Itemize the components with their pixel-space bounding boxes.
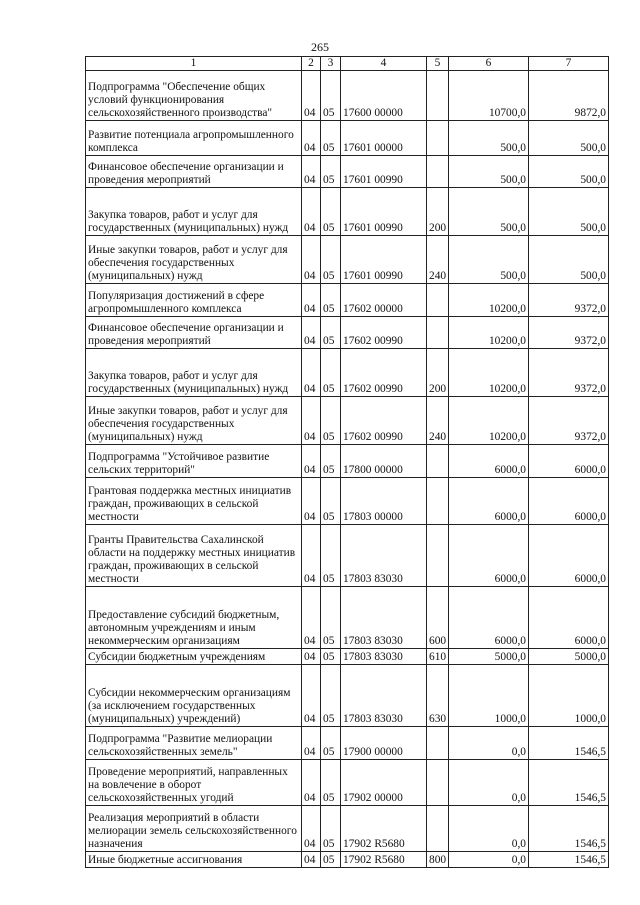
amount-col7-cell: 500,0 [529,236,609,284]
table-header-row [86,57,609,71]
amount-col7-cell: 6000,0 [529,445,609,478]
subsection-code-cell: 05 [321,478,341,525]
expense-type-cell: 240 [427,397,449,445]
budget-table [85,56,609,868]
amount-col6-cell: 10200,0 [449,397,529,445]
amount-col6-cell: 10200,0 [449,284,529,317]
subsection-code-cell: 05 [321,665,341,727]
row-name-cell: Субсидии бюджетным учреждениям [86,649,302,665]
amount-col7-cell: 9372,0 [529,284,609,317]
section-code-cell: 04 [302,121,321,156]
table-row [86,71,609,121]
section-code-cell: 04 [302,445,321,478]
header-cell: 4 [341,57,427,71]
section-code-cell: 04 [302,236,321,284]
expense-type-cell [427,760,449,806]
row-name-cell: Реализация мероприятий в области мелиорации земель сельскохозяйственного назначения [86,806,302,852]
target-code-cell: 17602 00990 [341,349,427,397]
section-code-cell: 04 [302,397,321,445]
row-name-cell: Подпрограмма "Обеспечение общих условий функционирования сельскохозяйственного производства" [86,71,302,121]
table-row [86,649,609,665]
amount-col7-cell: 1546,5 [529,852,609,868]
amount-col6-cell: 0,0 [449,806,529,852]
table-row [86,525,609,587]
table-row [86,760,609,806]
section-code-cell: 04 [302,806,321,852]
target-code-cell: 17803 83030 [341,665,427,727]
row-name-cell: Финансовое обеспечение организации и проведения мероприятий [86,317,302,349]
amount-col6-cell: 500,0 [449,121,529,156]
subsection-code-cell: 05 [321,284,341,317]
table-row [86,236,609,284]
amount-col6-cell: 10200,0 [449,317,529,349]
table-row [86,445,609,478]
amount-col7-cell: 6000,0 [529,587,609,649]
header-cell: 6 [449,57,529,71]
amount-col6-cell: 0,0 [449,852,529,868]
expense-type-cell: 610 [427,649,449,665]
row-name-cell: Грантовая поддержка местных инициатив граждан, проживающих в сельской местности [86,478,302,525]
expense-type-cell [427,71,449,121]
subsection-code-cell: 05 [321,317,341,349]
section-code-cell: 04 [302,317,321,349]
table-row [86,665,609,727]
target-code-cell: 17803 83030 [341,649,427,665]
section-code-cell: 04 [302,349,321,397]
expense-type-cell [427,156,449,188]
amount-col6-cell: 5000,0 [449,649,529,665]
table-row [86,188,609,236]
amount-col7-cell: 1546,5 [529,727,609,760]
table-row [86,478,609,525]
amount-col7-cell: 1000,0 [529,665,609,727]
subsection-code-cell: 05 [321,760,341,806]
expense-type-cell [427,806,449,852]
table-row [86,727,609,760]
row-name-cell: Иные закупки товаров, работ и услуг для обеспечения государственных (муниципальных) нужд [86,397,302,445]
amount-col7-cell: 500,0 [529,188,609,236]
target-code-cell: 17902 R5680 [341,852,427,868]
target-code-cell: 17601 00990 [341,156,427,188]
subsection-code-cell: 05 [321,587,341,649]
section-code-cell: 04 [302,760,321,806]
target-code-cell: 17600 00000 [341,71,427,121]
amount-col6-cell: 6000,0 [449,587,529,649]
row-name-cell: Иные бюджетные ассигнования [86,852,302,868]
amount-col7-cell: 6000,0 [529,525,609,587]
target-code-cell: 17803 00000 [341,478,427,525]
subsection-code-cell: 05 [321,852,341,868]
header-cell: 5 [427,57,449,71]
expense-type-cell [427,525,449,587]
row-name-cell: Финансовое обеспечение организации и проведения мероприятий [86,156,302,188]
subsection-code-cell: 05 [321,525,341,587]
target-code-cell: 17602 00000 [341,284,427,317]
table-row [86,349,609,397]
table-row [86,156,609,188]
subsection-code-cell: 05 [321,71,341,121]
table-row [86,317,609,349]
target-code-cell: 17803 83030 [341,587,427,649]
table-row [86,284,609,317]
amount-col7-cell: 9372,0 [529,317,609,349]
amount-col7-cell: 9372,0 [529,397,609,445]
target-code-cell: 17601 00990 [341,236,427,284]
expense-type-cell: 630 [427,665,449,727]
expense-type-cell [427,284,449,317]
target-code-cell: 17601 00000 [341,121,427,156]
amount-col6-cell: 1000,0 [449,665,529,727]
subsection-code-cell: 05 [321,156,341,188]
amount-col7-cell: 500,0 [529,156,609,188]
section-code-cell: 04 [302,478,321,525]
target-code-cell: 17602 00990 [341,397,427,445]
amount-col6-cell: 500,0 [449,156,529,188]
section-code-cell: 04 [302,284,321,317]
target-code-cell: 17800 00000 [341,445,427,478]
amount-col6-cell: 10200,0 [449,349,529,397]
section-code-cell: 04 [302,587,321,649]
row-name-cell: Гранты Правительства Сахалинской области на поддержку местных инициатив граждан, проживающих в сельской местности [86,525,302,587]
amount-col7-cell: 500,0 [529,121,609,156]
subsection-code-cell: 05 [321,349,341,397]
target-code-cell: 17900 00000 [341,727,427,760]
amount-col7-cell: 1546,5 [529,760,609,806]
subsection-code-cell: 05 [321,236,341,284]
section-code-cell: 04 [302,71,321,121]
amount-col7-cell: 9872,0 [529,71,609,121]
expense-type-cell: 200 [427,349,449,397]
amount-col6-cell: 6000,0 [449,478,529,525]
section-code-cell: 04 [302,525,321,587]
row-name-cell: Подпрограмма "Развитие мелиорации сельскохозяйственных земель" [86,727,302,760]
table-row [86,121,609,156]
subsection-code-cell: 05 [321,649,341,665]
amount-col6-cell: 500,0 [449,236,529,284]
expense-type-cell: 800 [427,852,449,868]
row-name-cell: Подпрограмма "Устойчивое развитие сельских территорий" [86,445,302,478]
row-name-cell: Иные закупки товаров, работ и услуг для обеспечения государственных (муниципальных) нужд [86,236,302,284]
expense-type-cell [427,727,449,760]
section-code-cell: 04 [302,727,321,760]
section-code-cell: 04 [302,852,321,868]
row-name-cell: Субсидии некоммерческим организациям (за исключением государственных (муниципальных) учреждений) [86,665,302,727]
section-code-cell: 04 [302,188,321,236]
page-number: 265 [311,40,329,54]
subsection-code-cell: 05 [321,188,341,236]
header-cell: 7 [529,57,609,71]
amount-col7-cell: 6000,0 [529,478,609,525]
row-name-cell: Популяризация достижений в сфере агропромышленного комплекса [86,284,302,317]
header-cell: 2 [302,57,321,71]
subsection-code-cell: 05 [321,727,341,760]
amount-col6-cell: 0,0 [449,727,529,760]
section-code-cell: 04 [302,649,321,665]
row-name-cell: Проведение мероприятий, направленных на вовлечение в оборот сельскохозяйственных угодий [86,760,302,806]
subsection-code-cell: 05 [321,806,341,852]
expense-type-cell [427,317,449,349]
subsection-code-cell: 05 [321,121,341,156]
expense-type-cell: 240 [427,236,449,284]
section-code-cell: 04 [302,665,321,727]
target-code-cell: 17602 00990 [341,317,427,349]
row-name-cell: Развитие потенциала агропромышленного комплекса [86,121,302,156]
amount-col7-cell: 9372,0 [529,349,609,397]
expense-type-cell [427,445,449,478]
table-row [86,587,609,649]
amount-col7-cell: 5000,0 [529,649,609,665]
table-row [86,852,609,868]
header-cell: 1 [86,57,302,71]
expense-type-cell [427,478,449,525]
amount-col6-cell: 10700,0 [449,71,529,121]
amount-col6-cell: 0,0 [449,760,529,806]
expense-type-cell: 600 [427,587,449,649]
subsection-code-cell: 05 [321,445,341,478]
target-code-cell: 17601 00990 [341,188,427,236]
section-code-cell: 04 [302,156,321,188]
target-code-cell: 17803 83030 [341,525,427,587]
row-name-cell: Предоставление субсидий бюджетным, автономным учреждениям и иным некоммерческим организациям [86,587,302,649]
row-name-cell: Закупка товаров, работ и услуг для государственных (муниципальных) нужд [86,349,302,397]
amount-col6-cell: 6000,0 [449,525,529,587]
target-code-cell: 17902 R5680 [341,806,427,852]
row-name-cell: Закупка товаров, работ и услуг для государственных (муниципальных) нужд [86,188,302,236]
header-cell: 3 [321,57,341,71]
table-row [86,397,609,445]
table-row [86,806,609,852]
amount-col6-cell: 500,0 [449,188,529,236]
amount-col6-cell: 6000,0 [449,445,529,478]
subsection-code-cell: 05 [321,397,341,445]
expense-type-cell: 200 [427,188,449,236]
amount-col7-cell: 1546,5 [529,806,609,852]
expense-type-cell [427,121,449,156]
target-code-cell: 17902 00000 [341,760,427,806]
